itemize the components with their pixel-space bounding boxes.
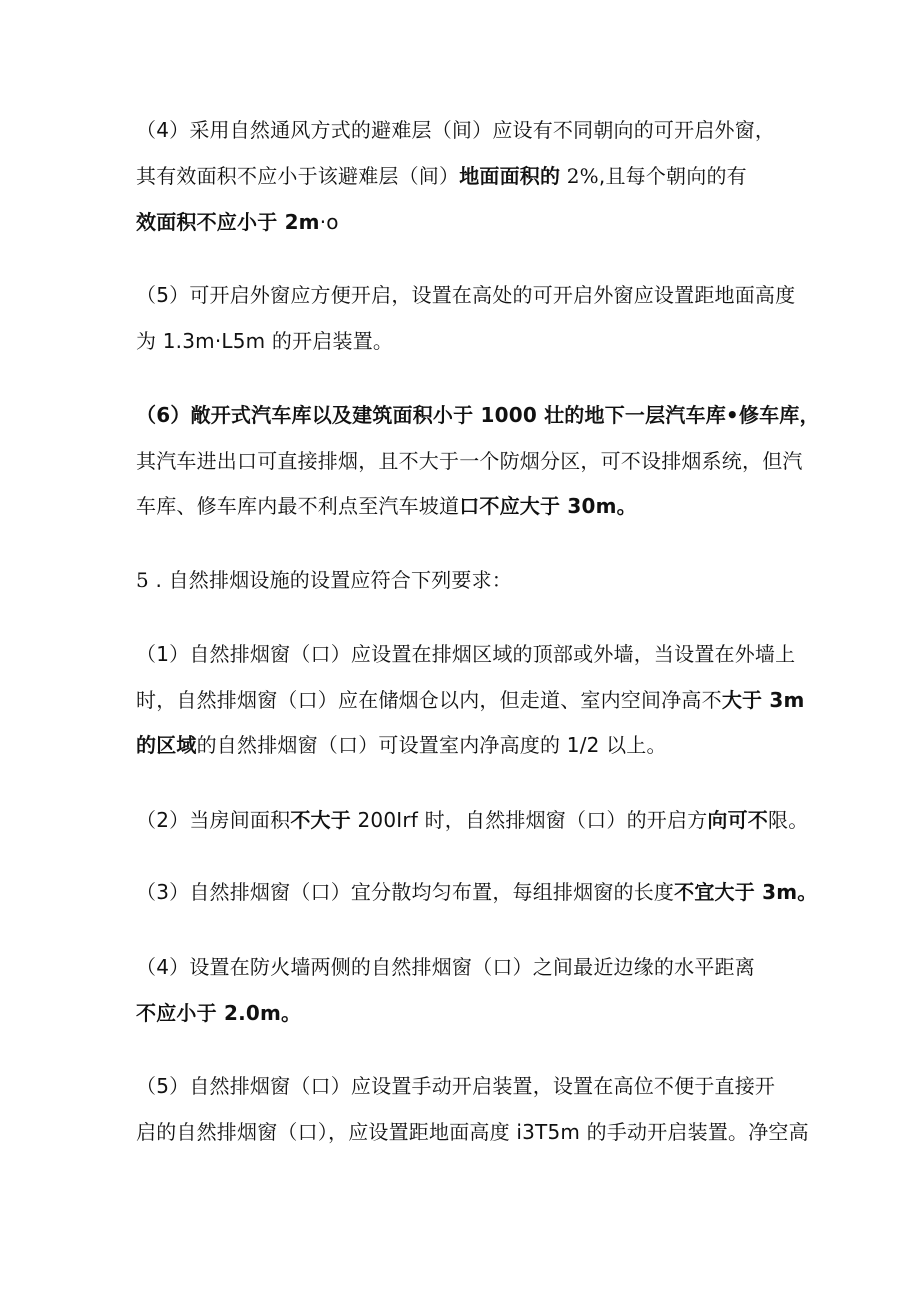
text-line [136,1118,809,1146]
text-run: 向可不 [707,808,768,832]
text-line [136,401,820,429]
text-run: 限。 [768,808,809,832]
text-run: 口不应大于 30m。 [459,494,637,518]
text-run: （5）自然排烟窗（口）应设置手动开启装置，设置在高位不便于直接开 [136,1074,776,1098]
text-run: 不应小于 2.0m。 [136,1001,302,1025]
text-run: 2% [560,164,599,188]
text-line [136,162,747,190]
text-run: （1）自然排烟窗（口）应设置在排烟区域的顶部或外墙，当设置在外墙上 [136,642,796,666]
text-run: 其有效面积不应小于该避难层（间） [136,164,460,188]
text-run: 效面积不应小于 2m [136,210,320,234]
text-line [136,953,755,981]
text-line [136,731,667,759]
text-line [136,327,393,355]
text-run: 不宜大于 3m。 [674,880,818,904]
text-run: 不大于 [290,808,351,832]
text-line [136,566,512,594]
text-run: 200Irf 时，自然排烟窗（口）的开启方 [350,808,708,832]
text-line [136,1072,775,1100]
text-line [136,999,301,1027]
text-line [136,492,637,520]
text-run: ,且每个朝向的有 [598,164,747,188]
text-line [136,686,805,714]
text-run: ·o [319,210,339,234]
text-run: （4）设置在防火墙两侧的自然排烟窗（口）之间最近边缘的水平距离 [136,955,755,979]
text-run: 启的自然排烟窗（口），应设置距地面高度 i3T5m 的手动开启装置。净空高 [136,1120,809,1144]
text-run: （3）自然排烟窗（口）宜分散均匀布置，每组排烟窗的长度 [136,880,675,904]
text-run: 地面面积的 [459,164,561,188]
text-run: 其汽车进出口可直接排烟，且不大于一个防烟分区，可不设排烟系统，但汽 [136,449,803,473]
text-run: 车库、修车库内最不利点至汽车坡道 [136,494,460,518]
text-run: 的自然排烟窗（口）可设置室内净高度的 1/2 以上。 [196,733,667,757]
text-line [136,878,817,906]
text-line [136,208,339,236]
text-line [136,447,803,475]
text-run: （4）采用自然通风方式的避难层（间）应设有不同朝向的可开启外窗， [136,118,776,142]
text-line [136,640,795,668]
text-run: （5）可开启外窗应方便开启，设置在高处的可开启外窗应设置距地面高度 [136,283,796,307]
text-line [136,806,808,834]
text-run: 为 1.3m·L5m 的开启装置。 [136,329,394,353]
text-run: （6）敞开式汽车库以及建筑面积小于 1000 壮的地下一层汽车库•修车库， [136,403,820,427]
text-run: 5 [136,568,149,592]
text-run: 时，自然排烟窗（口）应在储烟仓以内，但走道、室内空间净高不 [136,688,722,712]
text-run: （2）当房间面积 [136,808,291,832]
text-line [136,281,795,309]
text-line [136,116,775,144]
text-run: 的区域 [136,733,197,757]
text-run: . 自然排烟设施的设置应符合下列要求： [148,568,513,592]
text-run: 大于 3m [721,688,805,712]
